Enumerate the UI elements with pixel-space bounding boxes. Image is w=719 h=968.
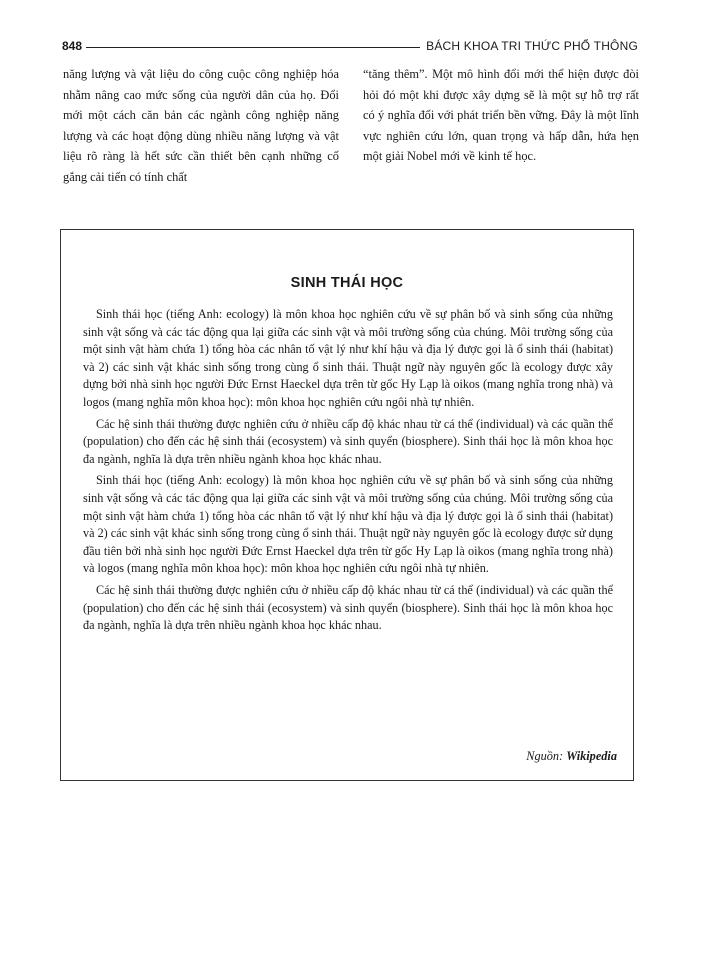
right-column-text: “tăng thêm”. Một mô hình đổi mới thể hiện được đòi hỏi đó một khi được xây dựng sẽ là một sự hỗ trợ rất có ý nghĩa đối với phát triển bền vững. Đây là một lĩnh vực nghiên cứu lớn, quan trọng và hấp dẫn, hứa hẹn một giải Nobel mới về kinh tế học. bbox=[363, 67, 639, 163]
intro-columns bbox=[63, 64, 639, 187]
box-body bbox=[83, 306, 613, 639]
header-rule bbox=[86, 47, 420, 48]
book-title: BÁCH KHOA TRI THỨC PHỔ THÔNG bbox=[426, 39, 638, 53]
page-number: 848 bbox=[62, 39, 83, 53]
source-name: Wikipedia bbox=[566, 749, 617, 763]
source-citation bbox=[526, 749, 617, 764]
box-title: SINH THÁI HỌC bbox=[290, 275, 404, 291]
source-label: Nguồn: bbox=[526, 749, 567, 763]
box-paragraph: Các hệ sinh thái thường được nghiên cứu ở nhiều cấp độ khác nhau từ cá thể (individual) và các quần thể (population) cho đến các hệ sinh thái (ecosystem) và sinh quyển (biosphere). Sinh thái học là môn khoa học đa ngành, nghĩa là dựa trên nhiều ngành khoa học khác nhau. bbox=[83, 416, 613, 466]
running-header bbox=[62, 33, 638, 53]
box-paragraph: Sinh thái học (tiếng Anh: ecology) là môn khoa học nghiên cứu về sự phân bố và sinh sống của những sinh vật sống và các tác động qua lại giữa các sinh vật và môi trường sống của chúng. Môi trường sống của một sinh vật hàm chứa 1) tổng hòa các nhân tố vật lý như khí hậu và địa lý được gọi là ổ sinh thái (habitat) và 2) các sinh vật khác sinh sống trong cùng ổ sinh thái. Thuật ngữ này nguyên gốc là ecology được sử dụng đầu tiên bởi nhà sinh học người Đức Ernst Haeckel dựa trên từ gốc Hy Lạp là oikos (mang nghĩa trong nhà) và logos (mang nghĩa môn khoa học): môn khoa học nghiên cứu ngôi nhà tự nhiên. bbox=[83, 473, 613, 576]
left-column-text: năng lượng và vật liệu do công cuộc công nghiệp hóa nhằm nâng cao mức sống của người dân của họ. Đổi mới một cách căn bản các ngành công nghiệp năng lượng và các hoạt động dùng nhiều năng lượng và vật liệu rõ ràng là hết sức cần thiết bên cạnh những cố gắng cải tiến có tính chất bbox=[63, 67, 339, 184]
ecology-sidebar-box bbox=[60, 229, 634, 781]
box-paragraph: Các hệ sinh thái thường được nghiên cứu ở nhiều cấp độ khác nhau từ cá thể (individual) và các quần thể (population) cho đến các hệ sinh thái (ecosystem) và sinh quyển (biosphere). Sinh thái học là môn khoa học đa ngành, nghĩa là dựa trên nhiều ngành khoa học khác nhau. bbox=[83, 582, 613, 633]
box-paragraph: Sinh thái học (tiếng Anh: ecology) là môn khoa học nghiên cứu về sự phân bố và sinh sống của những sinh vật sống và các tác động qua lại giữa các sinh vật và môi trường sống của chúng. Môi trường sống của một sinh vật hàm chứa 1) tổng hòa các nhân tố vật lý như khí hậu và địa lý được gọi là ổ sinh thái (habitat) và 2) các sinh vật khác sinh sống trong cùng ổ sinh thái. Thuật ngữ này nguyên gốc là ecology được xây dựng bởi nhà sinh học người Đức Ernst Haeckel dựa trên từ gốc Hy Lạp là oikos (mang nghĩa trong nhà) và logos (mang nghĩa môn khoa học): môn khoa học nghiên cứu ngôi nhà tự nhiên. bbox=[83, 307, 613, 409]
